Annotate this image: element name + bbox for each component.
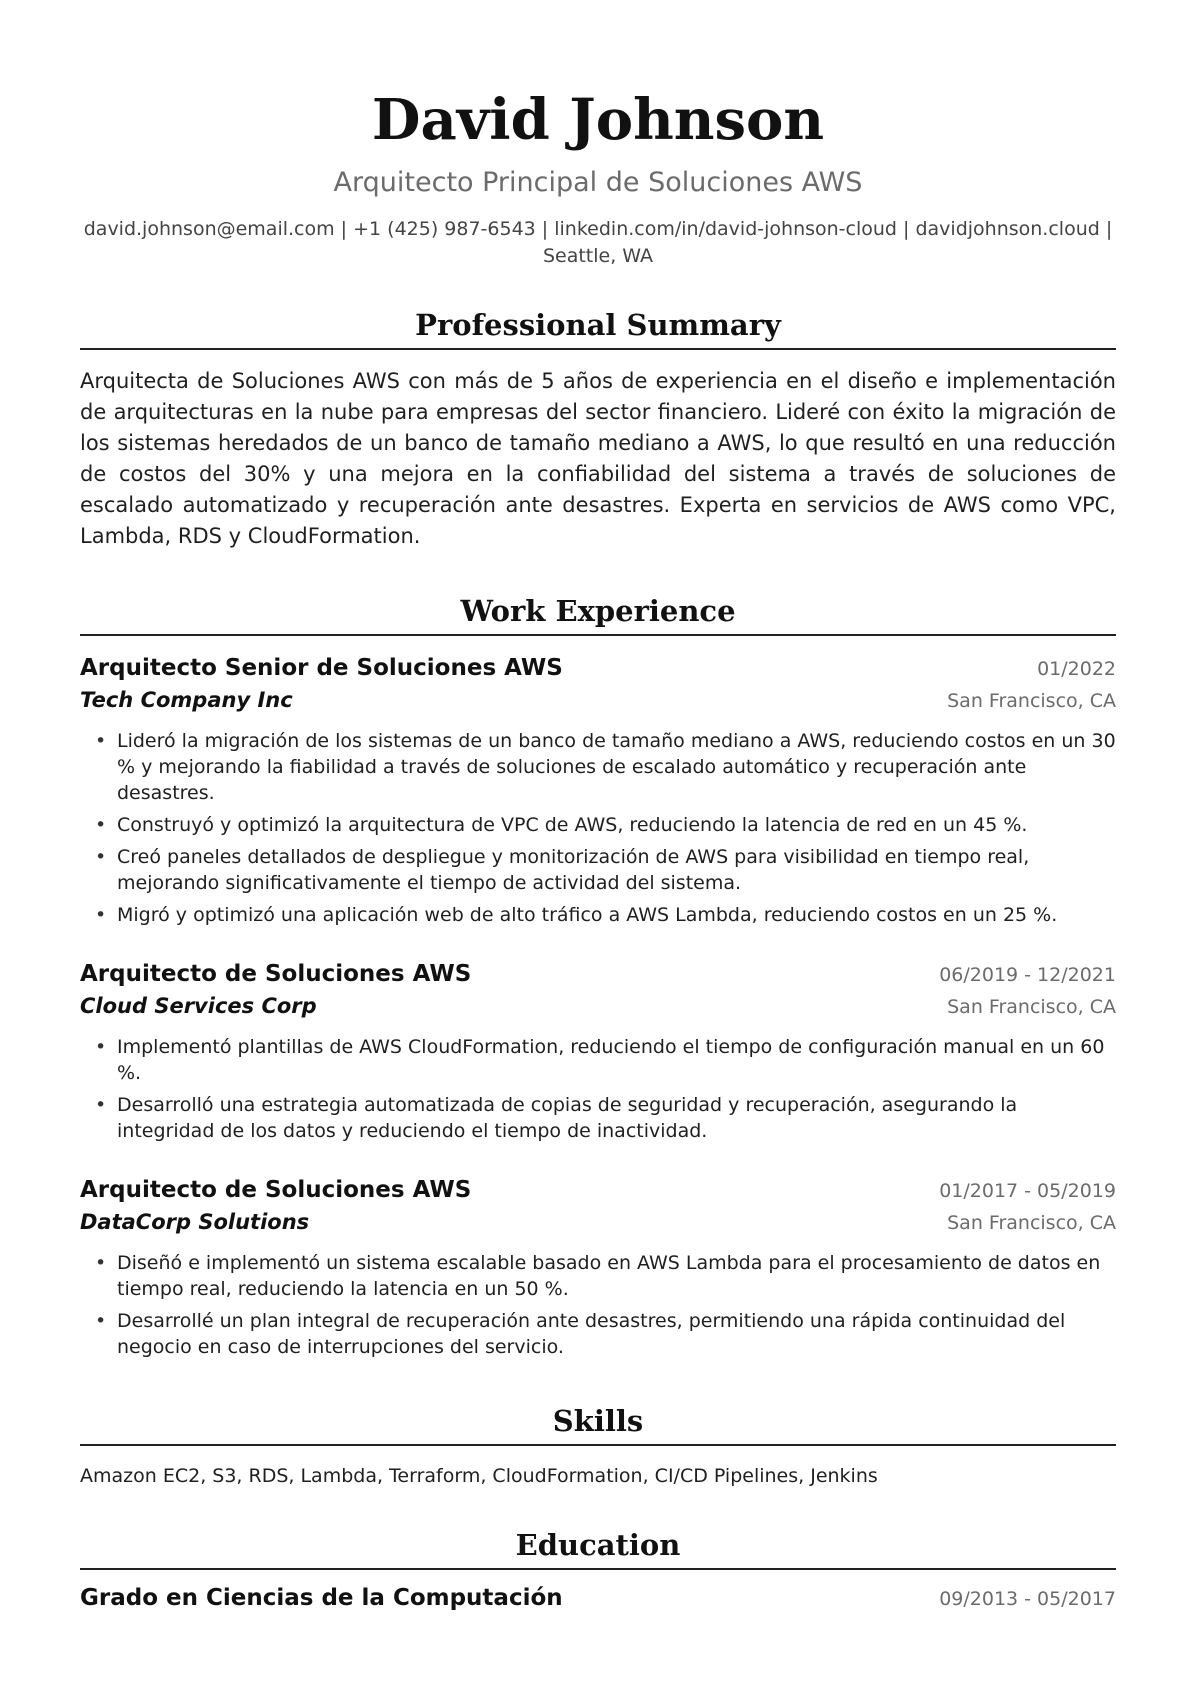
experience-divider: [80, 634, 1116, 636]
job-bullet: • Creó paneles detallados de despliegue y monitorización de AWS para visibilidad en tiempo real, mejorando significativamente el tiempo de actividad del sistema.: [80, 844, 1116, 896]
education-section: [80, 1526, 1116, 1614]
job-entry: [80, 958, 1116, 1144]
candidate-name: David Johnson: [371, 87, 825, 153]
experience-section: [80, 592, 1116, 1360]
job-bullet: • Migró y optimizó una aplicación web de alto tráfico a AWS Lambda, reduciendo costos en un 25 %.: [80, 902, 1116, 928]
job-bullet: • Implementó plantillas de AWS CloudFormation, reduciendo el tiempo de configuración manual en un 60 %.: [80, 1034, 1116, 1086]
job-title: Arquitecto de Soluciones AWS: [80, 961, 472, 987]
job-bullet: • Diseñó e implementó un sistema escalable basado en AWS Lambda para el procesamiento de datos en tiempo real, reduciendo la latencia en un 50 %.: [80, 1250, 1116, 1302]
skills-section: [80, 1402, 1116, 1490]
job-date: 01/2017 - 05/2019: [939, 1180, 1116, 1202]
summary-text: Arquitecta de Soluciones AWS con más de 5 años de experiencia en el diseño e implementación de arquitecturas en la nube para empresas del sector financiero. Lideré con éxito la migración de los sistemas heredados de un banco de tamaño mediano a AWS, lo que resultó en una reducción de costos del 30% y una mejora en la confiabilidad del sistema a través de soluciones de escalado automatizado y recuperación ante desastres. Experta en servicios de AWS como VPC, Lambda, RDS y CloudFormation.: [80, 369, 1116, 548]
education-date: 09/2013 - 05/2017: [939, 1588, 1116, 1610]
job-title: Arquitecto Senior de Soluciones AWS: [80, 655, 563, 681]
job-entry: [80, 1174, 1116, 1360]
job-location: San Francisco, CA: [947, 1212, 1116, 1234]
job-bullets: [80, 728, 1116, 928]
skills-divider: [80, 1444, 1116, 1446]
job-company: Cloud Services Corp: [80, 994, 317, 1018]
resume-page: [80, 0, 1116, 1614]
education-divider: [80, 1568, 1116, 1570]
job-bullet: • Construyó y optimizó la arquitectura de VPC de AWS, reduciendo la latencia de red en un 45 %.: [80, 812, 1116, 838]
skills-text: Amazon EC2, S3, RDS, Lambda, Terraform, CloudFormation, CI/CD Pipelines, Jenkins: [80, 1465, 878, 1487]
job-entry: [80, 652, 1116, 928]
candidate-role: Arquitecto Principal de Soluciones AWS: [333, 167, 863, 198]
job-bullets: [80, 1034, 1116, 1144]
summary-section: [80, 306, 1116, 552]
job-title: Arquitecto de Soluciones AWS: [80, 1177, 472, 1203]
summary-title: Professional Summary: [415, 308, 781, 342]
job-bullets: [80, 1250, 1116, 1360]
skills-title: Skills: [552, 1404, 644, 1438]
contact-line-2: Seattle, WA: [542, 245, 654, 267]
job-date: 06/2019 - 12/2021: [939, 964, 1116, 986]
contact-line-1: david.johnson@email.com | +1 (425) 987-6543 | linkedin.com/in/david-johnson-cloud | davidjohnson.cloud |: [83, 218, 1113, 240]
education-degree: Grado en Ciencias de la Computación: [80, 1585, 563, 1611]
job-company: Tech Company Inc: [80, 688, 293, 712]
job-bullet: • Desarrollé un plan integral de recuperación ante desastres, permitiendo una rápida continuidad del negocio en caso de interrupciones del servicio.: [80, 1308, 1116, 1360]
education-title: Education: [515, 1528, 681, 1562]
job-location: San Francisco, CA: [947, 690, 1116, 712]
job-bullet: • Desarrolló una estrategia automatizada de copias de seguridad y recuperación, asegurando la integridad de los datos y reduciendo el tiempo de inactividad.: [80, 1092, 1116, 1144]
job-bullet: • Lideró la migración de los sistemas de un banco de tamaño mediano a AWS, reduciendo costos en un 30 % y mejorando la fiabilidad a través de soluciones de escalado automático y recuperación ante desastres.: [80, 728, 1116, 806]
job-company: DataCorp Solutions: [80, 1210, 310, 1234]
experience-title: Work Experience: [460, 594, 736, 628]
summary-divider: [80, 348, 1116, 350]
job-date: 01/2022: [1037, 658, 1116, 680]
job-location: San Francisco, CA: [947, 996, 1116, 1018]
contact-info: [80, 216, 1116, 270]
